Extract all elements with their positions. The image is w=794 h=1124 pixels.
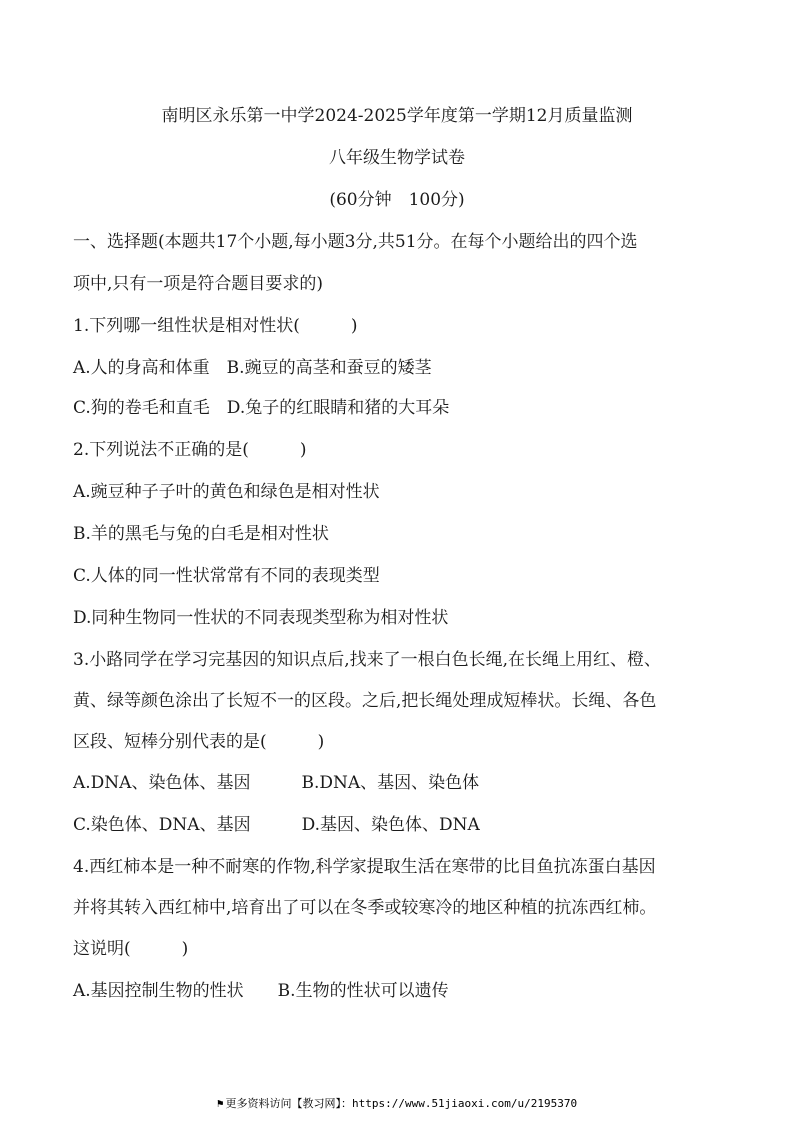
question-4-stem-line3: 这说明( ) bbox=[73, 939, 189, 959]
question-2-stem: 2.下列说法不正确的是( ) bbox=[73, 440, 307, 460]
question-3-stem-line2: 黄、绿等颜色涂出了长短不一的区段。之后,把长绳处理成短棒状。长绳、各色 bbox=[73, 691, 657, 711]
question-3-stem-line1: 3.小路同学在学习完基因的知识点后,找来了一根白色长绳,在长绳上用红、橙、 bbox=[73, 650, 662, 670]
exam-subtitle: 八年级生物学试卷 bbox=[329, 148, 465, 168]
question-3-options-row2: C.染色体、DNA、基因 D.基因、染色体、DNA bbox=[73, 815, 480, 835]
question-4-stem-line2: 并将其转入西红柿中,培育出了可以在冬季或较寒冷的地区种植的抗冻西红柿。 bbox=[73, 898, 657, 918]
section-heading-line1: 一、选择题(本题共17个小题,每小题3分,共51分。在每个小题给出的四个选 bbox=[73, 232, 638, 252]
question-2-option-d: D.同种生物同一性状的不同表现类型称为相对性状 bbox=[73, 608, 449, 628]
footer-link[interactable] bbox=[0, 1095, 794, 1111]
question-3-stem-line3: 区段、短棒分别代表的是( ) bbox=[73, 732, 325, 752]
question-1-options-row2: C.狗的卷毛和直毛 D.兔子的红眼睛和猪的大耳朵 bbox=[73, 398, 450, 418]
question-3-options-row1: A.DNA、染色体、基因 B.DNA、基因、染色体 bbox=[73, 773, 480, 793]
exam-meta: (60分钟 100分) bbox=[329, 190, 465, 210]
flag-icon: ⚑ bbox=[216, 1097, 224, 1110]
question-1-stem: 1.下列哪一组性状是相对性状( ) bbox=[73, 316, 358, 336]
question-2-option-a: A.豌豆种子子叶的黄色和绿色是相对性状 bbox=[73, 482, 380, 502]
question-4-options-row1: A.基因控制生物的性状 B.生物的性状可以遗传 bbox=[73, 981, 449, 1001]
question-4-stem-line1: 4.西红柿本是一种不耐寒的作物,科学家提取生活在寒带的比目鱼抗冻蛋白基因 bbox=[73, 857, 656, 877]
exam-title: 南明区永乐第一中学2024-2025学年度第一学期12月质量监测 bbox=[161, 106, 633, 126]
section-heading-line2: 项中,只有一项是符合题目要求的) bbox=[73, 274, 324, 294]
question-1-options-row1: A.人的身高和体重 B.豌豆的高茎和蚕豆的矮茎 bbox=[73, 358, 432, 378]
question-2-option-c: C.人体的同一性状常常有不同的表现类型 bbox=[73, 566, 380, 586]
footer-text: 更多资料访问【教习网】：https://www.51jiaoxi.com/u/2195370 bbox=[225, 1097, 578, 1110]
question-2-option-b: B.羊的黑毛与兔的白毛是相对性状 bbox=[73, 524, 329, 544]
